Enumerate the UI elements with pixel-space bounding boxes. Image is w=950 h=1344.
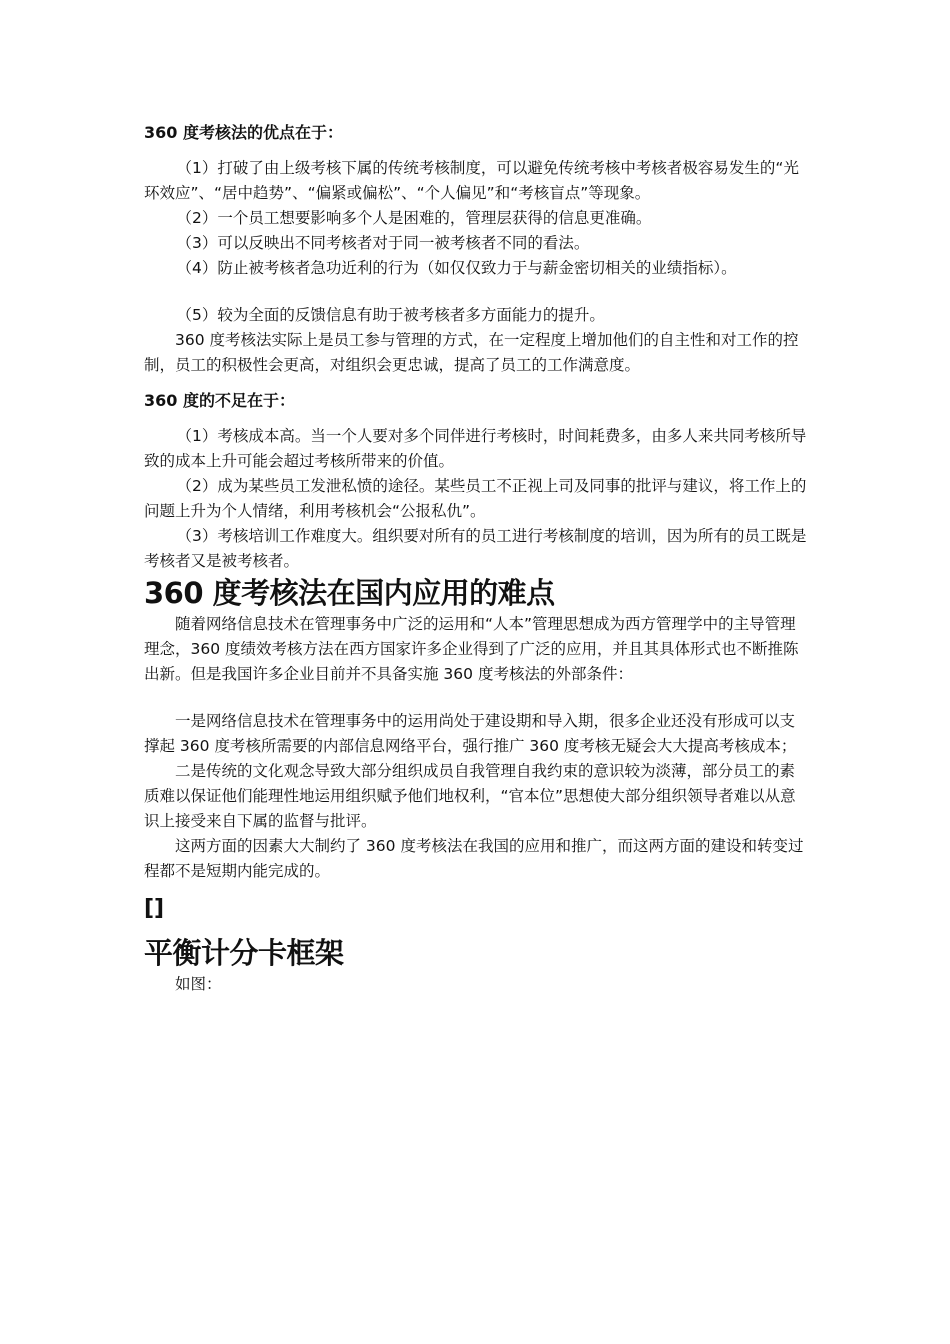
domestic-conclusion: 这两方面的因素大大制约了 360 度考核法在我国的应用和推广，而这两方面的建设和转变过程都不是短期内能完成的。 [144, 837, 804, 880]
disadvantage-item-1: （1）考核成本高。当一个人要对多个同伴进行考核时，时间耗费多，由多人来共同考核所导致的成本上升可能会超过考核所带来的价值。 [144, 427, 807, 470]
bracket-marker: [] [144, 896, 165, 921]
advantage-item-4: （4）防止被考核者急功近利的行为（如仅仅致力于与薪金密切相关的业绩指标）。 [176, 259, 737, 277]
advantage-item-2: （2）一个员工想要影响多个人是困难的，管理层获得的信息更准确。 [176, 209, 652, 227]
domestic-point-1: 一是网络信息技术在管理事务中的运用尚处于建设期和导入期，很多企业还没有形成可以支撑起 360 度考核所需要的内部信息网络平台，强行推广 360 度考核无疑会大大提高考核成本； [144, 712, 797, 755]
balanced-scorecard-text: 如图： [175, 975, 222, 993]
advantage-item-1: （1）打破了由上级考核下属的传统考核制度，可以避免传统考核中考核者极容易发生的“光环效应”、“居中趋势”、“偏紧或偏松”、“个人偏见”和“考核盲点”等现象。 [144, 159, 799, 202]
advantages-heading: 360 度考核法的优点在于： [144, 123, 343, 142]
advantage-item-5: （5）较为全面的反馈信息有助于被考核者多方面能力的提升。 [176, 306, 605, 324]
disadvantages-heading: 360 度的不足在于： [144, 391, 295, 410]
document-content [144, 120, 810, 997]
advantage-item-3: （3）可以反映出不同考核者对于同一被考核者不同的看法。 [176, 234, 590, 252]
domestic-difficulties-heading: 360 度考核法在国内应用的难点 [144, 576, 555, 610]
disadvantage-item-3: （3）考核培训工作难度大。组织要对所有的员工进行考核制度的培训，因为所有的员工既是考核者又是被考核者。 [144, 527, 807, 570]
balanced-scorecard-heading: 平衡计分卡框架 [144, 936, 344, 970]
domestic-intro: 随着网络信息技术在管理事务中广泛的运用和“人本”管理思想成为西方管理学中的主导管理理念，360 度绩效考核方法在西方国家许多企业得到了广泛的应用，并且其具体形式也不断推陈出新。但是我国许多企业目前并不具备实施 360 度考核法的外部条件： [144, 615, 799, 683]
domestic-point-2: 二是传统的文化观念导致大部分组织成员自我管理自我约束的意识较为淡薄，部分员工的素质难以保证他们能理性地运用组织赋予他们地权利，“官本位”思想使大部分组织领导者难以从意识上接受来自下属的监督与批评。 [144, 762, 796, 830]
advantages-summary: 360 度考核法实际上是员工参与管理的方式，在一定程度上增加他们的自主性和对工作的控制，员工的积极性会更高，对组织会更忠诚，提高了员工的工作满意度。 [144, 331, 799, 374]
disadvantage-item-2: （2）成为某些员工发泄私愤的途径。某些员工不正视上司及同事的批评与建议，将工作上的问题上升为个人情绪，利用考核机会“公报私仇”。 [144, 477, 807, 520]
